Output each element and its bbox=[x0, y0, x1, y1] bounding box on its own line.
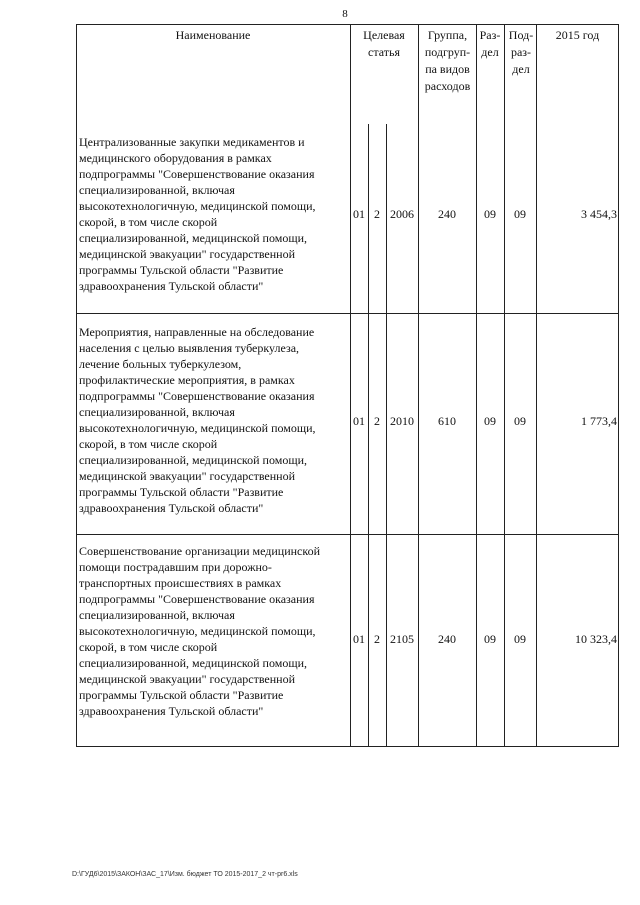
row-3-section: 09 bbox=[484, 632, 496, 646]
header-year: 2015 год bbox=[555, 28, 600, 42]
row-1-amount: 3 454,3 bbox=[581, 207, 617, 221]
header-target: Целевая статья bbox=[363, 28, 405, 59]
row-2-group: 610 bbox=[438, 414, 456, 428]
row-3-name: Совершенствование организации медицинской помощи пострадавшим при дорожно- транспортных происшествиях в рамках подпрограммы "Совершенствование оказания специализированной, включая высокотехнологичную, медицинской помощи, скорой, в том числе скорой специализированной, медицинской помощи, медицинской эвакуации" государственной программы Тульской области "Развитие здравоохранения Тульской области" bbox=[79, 544, 321, 718]
row-3-amount: 10 323,4 bbox=[575, 632, 617, 646]
row-1-cs1: 01 bbox=[353, 207, 365, 221]
row-2-cs3: 2010 bbox=[390, 414, 414, 428]
row-line bbox=[76, 534, 619, 535]
header-subsection: Под-раз-дел bbox=[508, 28, 534, 76]
row-2-section: 09 bbox=[484, 414, 496, 428]
row-1-cs3: 2006 bbox=[390, 207, 414, 221]
header-name: Наименование bbox=[175, 28, 251, 42]
header-section: Раз-дел bbox=[479, 28, 501, 59]
row-3-cs1: 01 bbox=[353, 632, 365, 646]
row-2-cs2: 2 bbox=[374, 414, 380, 428]
row-line bbox=[76, 313, 619, 314]
row-2-cs1: 01 bbox=[353, 414, 365, 428]
row-1-name: Централизованные закупки медикаментов и медицинского оборудования в рамках подпрограммы "Совершенствование оказания специализированной, включая высокотехнологичную, медицинской помощи, скорой, в том числе скорой специализированной, медицинской помощи, медицинской эвакуации" государственной программы Тульской области "Развитие здравоохранения Тульской области" bbox=[79, 135, 316, 293]
row-3-subsection: 09 bbox=[514, 632, 526, 646]
row-1-section: 09 bbox=[484, 207, 496, 221]
row-3-cs2: 2 bbox=[374, 632, 380, 646]
row-2-amount: 1 773,4 bbox=[581, 414, 617, 428]
row-2-name: Мероприятия, направленные на обследование населения с целью выявления туберкулеза, лечение больных туберкулезом, профилактические мероприятия, в рамках подпрограммы "Совершенствование оказания специализированной, включая высокотехнологичную, медицинской помощи, скорой, в том числе скорой специализированной, медицинской помощи, медицинской эвакуации" государственной программы Тульской области "Развитие здравоохранения Тульской области" bbox=[79, 325, 316, 515]
row-3-cs3: 2105 bbox=[390, 632, 414, 646]
row-1-cs2: 2 bbox=[374, 207, 380, 221]
budget-table bbox=[76, 24, 619, 747]
row-1-group: 240 bbox=[438, 207, 456, 221]
footer-file-path: D:\ГУД6\2015\ЗАКОН\ЗАС_17\Изм. бюджет ТО 2015-2017_2 чт-pr6.xls bbox=[72, 871, 298, 878]
page-number: 8 bbox=[342, 8, 348, 20]
row-3-group: 240 bbox=[438, 632, 456, 646]
row-2-subsection: 09 bbox=[514, 414, 526, 428]
row-1-subsection: 09 bbox=[514, 207, 526, 221]
header-group: Группа, подгруп-па видов расходов bbox=[424, 28, 471, 93]
